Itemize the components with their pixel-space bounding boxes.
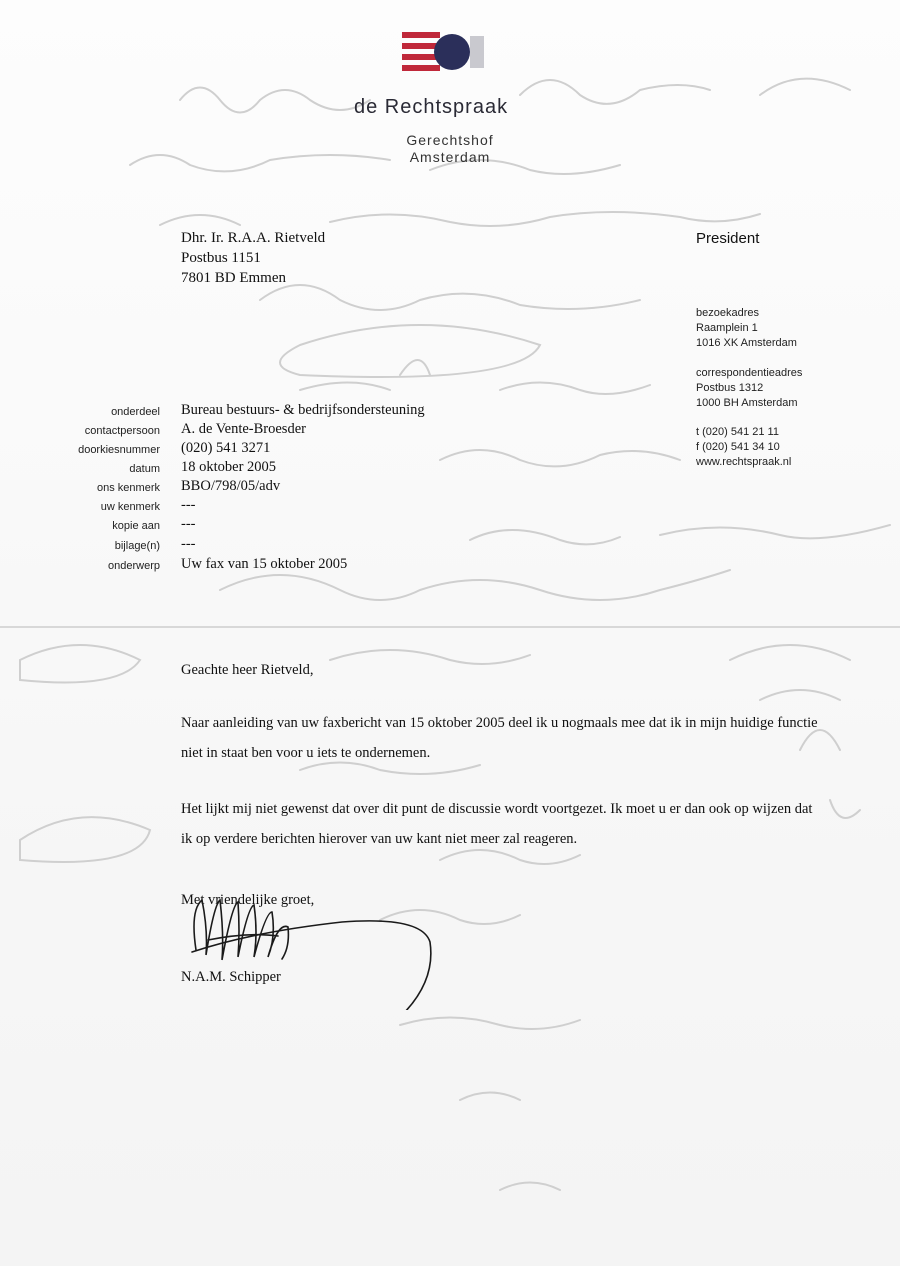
meta-value-uw-kenmerk: ---	[181, 497, 196, 513]
meta-value-bijlagen: ---	[181, 536, 196, 552]
fold-line	[0, 626, 900, 628]
meta-label-bijlagen: bijlage(n)	[114, 540, 160, 552]
fax: f (020) 541 34 10	[696, 441, 780, 453]
visit-address	[696, 306, 797, 351]
telephone: t (020) 541 21 11	[696, 426, 779, 438]
meta-value-datum: 18 oktober 2005	[181, 459, 277, 475]
salutation: Geachte heer Rietveld,	[181, 662, 314, 678]
meta-value-doorkiesnummer: (020) 541 3271	[181, 440, 271, 456]
corr-label: correspondentieadres	[696, 367, 803, 379]
meta-label-datum: datum	[129, 463, 160, 475]
organization-name: de Rechtspraak	[354, 96, 509, 118]
meta-label-uw-kenmerk: uw kenmerk	[100, 501, 160, 513]
paragraph-1: Naar aanleiding van uw faxbericht van 15 oktober 2005 deel ik u nogmaals mee dat ik in mijn huidige functie niet in staat ben voor u iets te ondernemen.	[181, 715, 818, 761]
sender-title: President	[696, 230, 760, 247]
contact-numbers	[696, 425, 791, 470]
visit-street: Raamplein 1	[696, 322, 758, 334]
recipient-address	[181, 228, 325, 288]
paragraph-2: Het lijkt mij niet gewenst dat over dit punt de discussie wordt voortgezet. Ik moet u er dan ook op wijzen dat ik op verdere berichten hierover van uw kant niet meer zal reageren.	[181, 801, 813, 847]
correspondence-address	[696, 366, 802, 411]
meta-value-kopie-aan: ---	[181, 516, 196, 532]
meta-value-contactpersoon: A. de Vente-Broesder	[181, 421, 306, 437]
corr-postbus: Postbus 1312	[696, 382, 764, 394]
recipient-postbus: Postbus 1151	[181, 250, 261, 266]
meta-label-ons-kenmerk: ons kenmerk	[97, 482, 160, 494]
meta-label-doorkiesnummer: doorkiesnummer	[78, 444, 160, 456]
website-link[interactable]: www.rechtspraak.nl	[696, 456, 792, 468]
meta-label-contactpersoon: contactpersoon	[84, 425, 160, 437]
closing: Met vriendelijke groet,	[181, 892, 315, 908]
corr-city: 1000 BH Amsterdam	[696, 397, 798, 409]
meta-label-onderwerp: onderwerp	[108, 560, 160, 572]
visit-city: 1016 XK Amsterdam	[696, 337, 797, 349]
recipient-city: 7801 BD Emmen	[181, 270, 286, 286]
recipient-name: Dhr. Ir. R.A.A. Rietveld	[181, 230, 326, 246]
court-name: Gerechtshof	[406, 132, 494, 148]
visit-label: bezoekadres	[696, 307, 759, 319]
meta-value-onderdeel: Bureau bestuurs- & bedrijfsondersteuning	[181, 402, 425, 418]
signatory-name: N.A.M. Schipper	[181, 969, 281, 985]
meta-value-onderwerp: Uw fax van 15 oktober 2005	[181, 556, 348, 572]
meta-label-kopie-aan: kopie aan	[112, 520, 160, 532]
meta-label-onderdeel: onderdeel	[111, 406, 160, 418]
rechtspraak-logo	[400, 28, 492, 78]
court-city: Amsterdam	[409, 149, 491, 165]
meta-value-ons-kenmerk: BBO/798/05/adv	[181, 478, 281, 494]
